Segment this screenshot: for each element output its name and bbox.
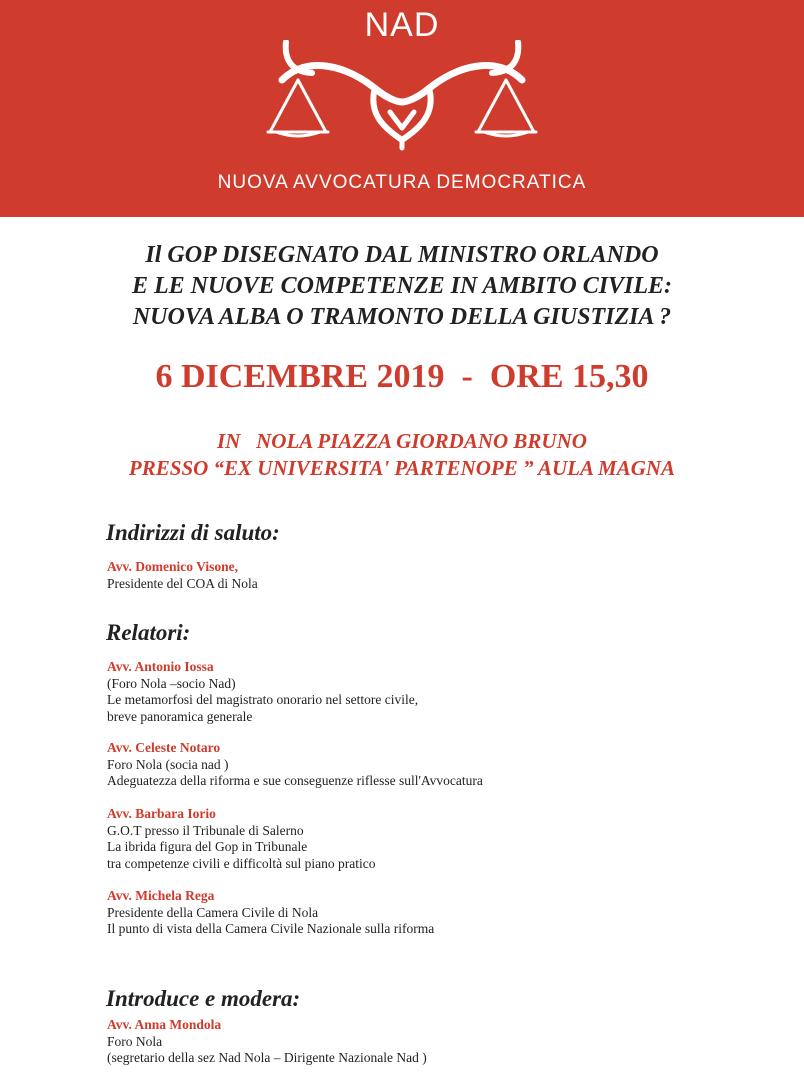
speaker-entry (107, 659, 418, 725)
speaker-entry (107, 740, 483, 790)
moderator-entry (107, 1017, 427, 1067)
speaker-name: Avv. Antonio Iossa (107, 659, 214, 674)
speaker-name: Avv. Michela Rega (107, 888, 215, 903)
speaker-name: Avv. Anna Mondola (107, 1017, 222, 1032)
greetings-heading: Indirizzi di saluto: (106, 520, 280, 545)
speaker-line: Foro Nola (socia nad ) (107, 756, 229, 772)
speakers-heading: Relatori: (106, 620, 191, 645)
speaker-line: Presidente della Camera Civile di Nola (107, 904, 319, 920)
event-title-line: E LE NUOVE COMPETENZE IN AMBITO CIVILE: (131, 273, 673, 299)
speaker-line: (Foro Nola –socio Nad) (107, 675, 236, 691)
speaker-name: Avv. Domenico Visone, (107, 559, 238, 574)
speaker-line: Le metamorfosi del magistrato onorario nel settore civile, (107, 692, 419, 707)
event-date: 6 DICEMBRE 2019 - ORE 15,30 (155, 358, 649, 395)
speaker-line: La ibrida figura del Gop in Tribunale (107, 839, 308, 854)
event-title-line: Il GOP DISEGNATO DAL MINISTRO ORLANDO (145, 242, 659, 268)
scales-of-justice-bull-horns-icon (262, 40, 542, 160)
event-title-line: NUOVA ALBA O TRAMONTO DELLA GIUSTIZIA ? (132, 304, 672, 330)
greetings-speaker (107, 559, 258, 592)
speaker-entry (107, 888, 434, 938)
event-title (0, 240, 804, 333)
speaker-line: tra competenze civili e difficoltà sul piano pratico (107, 855, 376, 871)
venue-line: PRESSO “EX UNIVERSITA' PARTENOPE ” AULA MAGNA (128, 456, 676, 480)
tagline: NUOVA AVVOCATURA DEMOCRATICA (217, 172, 587, 193)
speaker-line: G.O.T presso il Tribunale di Salerno (107, 822, 304, 838)
brand-name: NAD (364, 6, 440, 44)
speaker-line: Foro Nola (107, 1033, 163, 1049)
speaker-name: Avv. Barbara Iorio (107, 806, 216, 821)
header-banner (0, 0, 804, 217)
moderator-heading: Introduce e modera: (106, 986, 301, 1011)
venue-line: IN NOLA PIAZZA GIORDANO BRUNO (217, 429, 587, 453)
speaker-name: Avv. Celeste Notaro (107, 740, 221, 755)
speaker-entry (107, 806, 376, 872)
speaker-line: breve panoramica generale (107, 708, 253, 724)
speaker-line: (segretario della sez Nad Nola – Dirigente Nazionale Nad ) (107, 1050, 427, 1065)
event-venue (0, 428, 804, 482)
speaker-line: Adeguatezza della riforma e sue conseguenze riflesse sull'Avvocatura (107, 773, 483, 788)
speaker-line: Presidente del COA di Nola (107, 575, 258, 591)
speaker-line: Il punto di vista della Camera Civile Nazionale sulla riforma (107, 921, 435, 936)
